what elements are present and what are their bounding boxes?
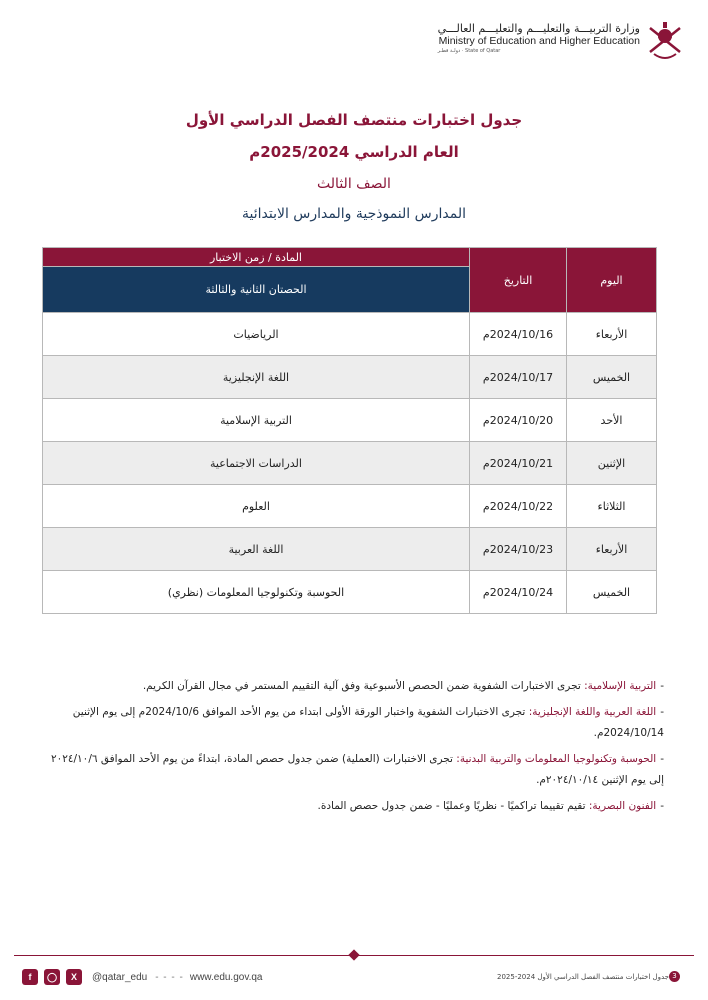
- row-day: الثلاثاء: [567, 485, 657, 528]
- social-handle[interactable]: @qatar_edu: [92, 971, 148, 983]
- table-row: [43, 571, 657, 614]
- note-label: التربية الإسلامية:: [584, 680, 657, 692]
- row-subject: التربية الإسلامية: [43, 399, 470, 442]
- state-of-qatar: State of Qatar · دولـة قطـر: [437, 48, 501, 54]
- row-day: الأربعاء: [567, 528, 657, 571]
- page-number: 3: [669, 971, 680, 982]
- table-row: [43, 485, 657, 528]
- footer-page-info: [497, 971, 684, 982]
- website-link[interactable]: www.edu.gov.qa: [189, 971, 263, 983]
- table-row: [43, 356, 657, 399]
- note-text: تجرى الاختبارات (العملية) ضمن جدول حصص المادة، ابتداءً من يوم الأحد الموافق ٢٠٢٤/١٠/٦ إلى يوم الإثنين ٢٠٢٤/١٠/١٤م.: [50, 753, 664, 786]
- ministry-name-english: Ministry of Education and Higher Education: [438, 35, 640, 47]
- row-date: 2024/10/16م: [470, 313, 567, 356]
- note-label: اللغة العربية واللغة الإنجليزية:: [528, 706, 657, 718]
- exam-schedule-table: [42, 247, 657, 614]
- row-subject: اللغة العربية: [43, 528, 470, 571]
- header-periods: الحصتان الثانية والثالثة: [43, 267, 470, 313]
- note-item: -الحوسبة وتكنولوجيا المعلومات والتربية البدنية: تجرى الاختبارات (العملية) ضمن جدول حصص المادة، ابتداءً من يوم الأحد الموافق ٢٠٢٤/١٠/٦ إلى يوم الإثنين ٢٠٢٤/١٠/١٤م.: [50, 753, 664, 786]
- instagram-icon[interactable]: ◯: [44, 969, 60, 985]
- note-text: تقيم تقييما تراكميًا - نظريًا وعمليًا - ضمن جدول حصص المادة.: [317, 800, 586, 812]
- row-day: الخميس: [567, 571, 657, 614]
- row-day: الإثنين: [567, 442, 657, 485]
- header-subject: المادة / زمن الاختبار: [43, 248, 470, 267]
- schedule-title: جدول اختبارات منتصف الفصل الدراسي الأول: [185, 111, 523, 129]
- note-text: تجرى الاختبارات الشفوية ضمن الحصص الأسبوعية وفق آلية التقييم المستمر في مجال القرآن الكريم.: [142, 680, 581, 692]
- social-links: [22, 968, 263, 986]
- school-types: المدارس النموذجية والمدارس الابتدائية: [242, 206, 466, 222]
- x-twitter-icon[interactable]: X: [66, 969, 82, 985]
- note-item: -الفنون البصرية: تقيم تقييما تراكميًا - نظريًا وعمليًا - ضمن جدول حصص المادة.: [317, 800, 664, 812]
- note-label: الحوسبة وتكنولوجيا المعلومات والتربية البدنية:: [456, 753, 657, 765]
- row-subject: اللغة الإنجليزية: [43, 356, 470, 399]
- row-day: الأربعاء: [567, 313, 657, 356]
- header-day: اليوم: [567, 248, 657, 313]
- row-date: 2024/10/24م: [470, 571, 567, 614]
- table-row: [43, 313, 657, 356]
- footer-doc-title: جدول اختبارات منتصف الفصل الدراسي الأول 2024-2025: [496, 972, 669, 981]
- notes-section: [39, 676, 664, 822]
- row-date: 2024/10/22م: [470, 485, 567, 528]
- row-subject: الرياضيات: [43, 313, 470, 356]
- row-subject: الحوسبة وتكنولوجيا المعلومات (نظري): [43, 571, 470, 614]
- ministry-logo: [426, 18, 686, 64]
- divider-diamond-icon: [348, 949, 359, 960]
- row-subject: العلوم: [43, 485, 470, 528]
- qatar-emblem-icon: [644, 18, 686, 62]
- table-row: [43, 442, 657, 485]
- academic-year: العام الدراسي 2025/2024م: [249, 143, 459, 161]
- row-date: 2024/10/17م: [470, 356, 567, 399]
- note-item: -التربية الإسلامية: تجرى الاختبارات الشفوية ضمن الحصص الأسبوعية وفق آلية التقييم المستمر في مجال القرآن الكريم.: [142, 680, 664, 692]
- separator-dots: - - - -: [155, 971, 184, 983]
- table-row: [43, 528, 657, 571]
- note-label: الفنون البصرية:: [588, 800, 657, 812]
- document-titles: [0, 108, 708, 230]
- row-subject: الدراسات الاجتماعية: [43, 442, 470, 485]
- row-date: 2024/10/20م: [470, 399, 567, 442]
- row-day: الخميس: [567, 356, 657, 399]
- header-date: التاريخ: [470, 248, 567, 313]
- table-row: [43, 399, 657, 442]
- facebook-icon[interactable]: f: [22, 969, 38, 985]
- note-text: تجرى الاختبارات الشفوية واختبار الورقة الأولى ابتداء من يوم الأحد الموافق 2024/10/6م إلى يوم الإثنين 2024/10/14م.: [72, 706, 664, 739]
- row-day: الأحد: [567, 399, 657, 442]
- row-date: 2024/10/21م: [470, 442, 567, 485]
- ministry-name-arabic: وزارة التربيـــة والتعليـــم والتعليـــم العالـــي: [437, 22, 640, 35]
- note-item: -اللغة العربية واللغة الإنجليزية: تجرى الاختبارات الشفوية واختبار الورقة الأولى ابتداء من يوم الأحد الموافق 2024/10/6م إلى يوم الإثنين 2024/10/14م.: [72, 706, 664, 739]
- grade-level: الصف الثالث: [317, 176, 391, 192]
- row-date: 2024/10/23م: [470, 528, 567, 571]
